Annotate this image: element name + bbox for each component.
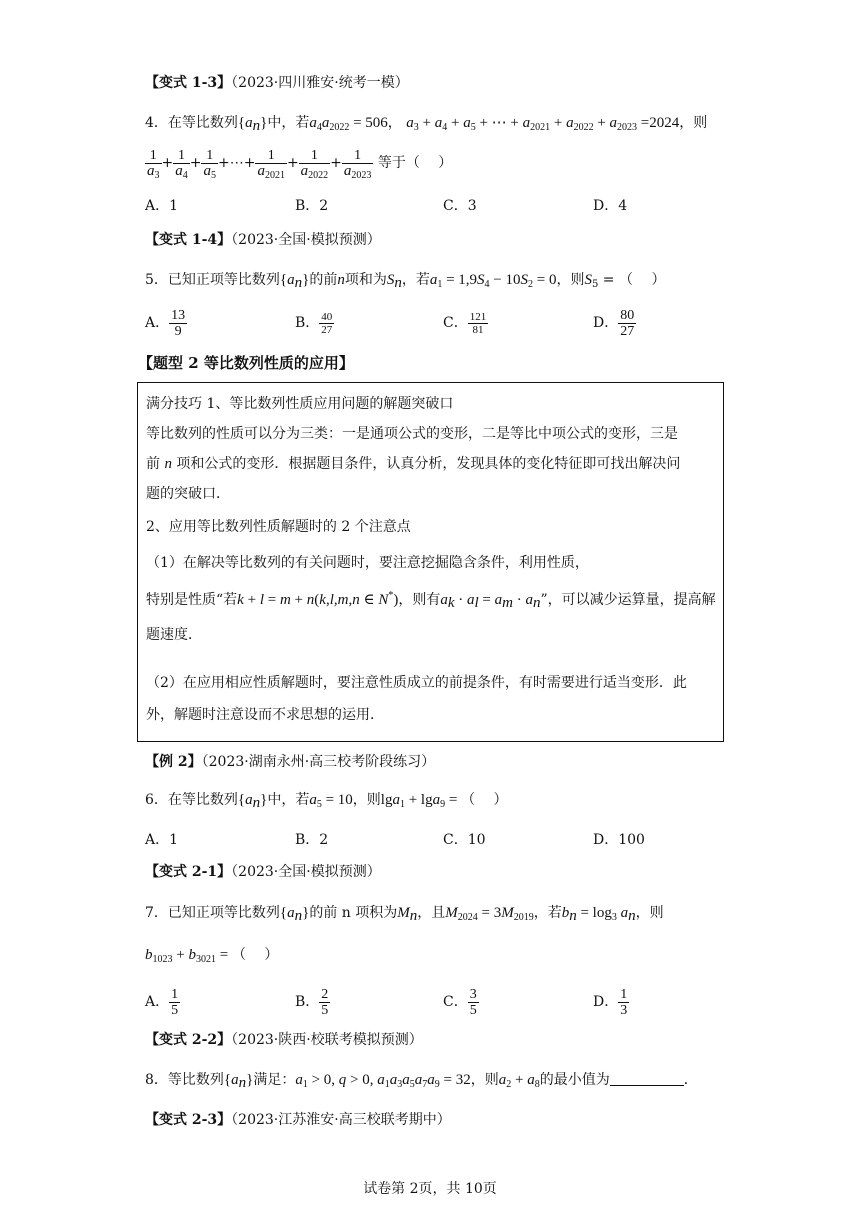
example-tag: 【例 2】 <box>145 754 202 770</box>
tips-line: 外，解题时注意设而不求思想的运用． <box>146 707 384 723</box>
q5-option-c[interactable] <box>443 306 488 340</box>
option-fraction: $\frac{3}{5}$ <box>469 986 477 1018</box>
q8-end: 的最小值为 <box>539 1072 610 1088</box>
q7-option-b[interactable] <box>295 985 330 1019</box>
q4-mid: 中，若 <box>267 115 310 131</box>
question-7-stem: 7．已知正项等比数列$\{a_n\}$的前 n 项积为$M_n$，且$M_{2024} = 3M_{2019}$，若$b_n = \log_3 a_n$，则 <box>145 905 664 924</box>
option-label: C． <box>443 994 468 1010</box>
example-source: （2023·湖南永州·高三校考阶段练习） <box>201 754 436 770</box>
tips-line: 2、应用等比数列性质解题时的 2 个注意点 <box>146 519 411 535</box>
option-label: C． <box>443 315 468 331</box>
tips-line: 特别是性质“若k + l = m + n(k,l,m,n ∈ N*)，则有$a_k \cdot a_l = a_m \cdot a_n$”，可以减少运算量，提高解 <box>146 590 716 611</box>
q4-option-a[interactable]: A．1 <box>145 198 179 214</box>
sequence-symbol: $\{a_n\}$ <box>279 272 310 291</box>
option-fraction: $\frac{40}{27}$ <box>321 310 333 336</box>
q4-option-b[interactable]: B．2 <box>295 198 329 214</box>
tips-line: 等比数列的性质可以分为三类：一是通项公式的变形，二是等比中项公式的变形，三是 <box>146 426 678 442</box>
sequence-symbol: $\{a_n\}$ <box>237 792 268 811</box>
question-4-stem: 4．在等比数列$\{a_n\}$中，若$a_4a_{2022} = 506$， $a_3 + a_4 + a_5$ + ⋯ + $a_{2021} + a_{2022} + a_{2023} =2024$，则 <box>145 115 708 134</box>
q5-mid: 的前 <box>309 272 338 288</box>
q5-option-d[interactable] <box>593 306 636 340</box>
tips-box <box>137 382 724 742</box>
tips-line: 题速度． <box>146 627 202 643</box>
q4-option-d[interactable]: D．4 <box>593 198 628 214</box>
sequence-symbol: $\{a_n\}$ <box>279 905 310 924</box>
q5-end: ，则 <box>556 272 585 288</box>
variant-tag: 【变式 2-2】 <box>145 1032 232 1048</box>
option-label: A． <box>145 315 170 331</box>
tips-line: （1）在解决等比数列的有关问题时，要注意挖掘隐含条件，利用性质， <box>146 555 589 571</box>
variant-tag: 【变式 2-1】 <box>145 864 232 880</box>
variant-source: （2023·全国·模拟预测） <box>231 864 381 880</box>
variant-source: （2023·江苏淮安·高三校联考期中） <box>231 1112 451 1128</box>
question-4-expression: $\frac{1}{a_3}$ + $\frac{1}{a_4}$ + $\frac{1}{a_5}$ +⋯+ $\frac{1}{a_{2021}}$ + $\frac{1}{a_{2022}}$ + $\frac{1}{a_{2023}}$ 等于（ ） <box>147 147 453 181</box>
option-fraction: $\frac{13}{9}$ <box>171 307 186 339</box>
variant-source: （2023·全国·模拟预测） <box>231 232 381 248</box>
section-heading: 【题型 2 等比数列性质的应用】 <box>138 354 354 372</box>
q4-condition-1: $a_4a_{2022} = 506$ <box>309 115 388 133</box>
frac: $\frac{1}{a_4}$ <box>175 147 188 181</box>
q5-condition: $a_1 = 1,9S_4 - 10S_2 = 0$ <box>429 272 557 290</box>
option-label: B． <box>295 994 320 1010</box>
frac: $\frac{1}{a_5}$ <box>203 147 216 181</box>
q5-tail: （ ） <box>619 272 666 288</box>
option-fraction: $\frac{1}{3}$ <box>620 986 628 1018</box>
option-fraction: $\frac{1}{5}$ <box>171 986 179 1018</box>
q4-condition-2: $a_3 + a_4 + a_5$ + ⋯ + $a_{2021} + a_{2022} + a_{2023} =2024$ <box>406 115 680 133</box>
q4-option-c[interactable]: C．3 <box>443 198 477 214</box>
q6-option-d[interactable]: D．100 <box>593 832 645 848</box>
option-label: A． <box>145 994 170 1010</box>
q6-mid2: ，则 <box>352 792 381 808</box>
variant-2-2-header <box>145 1030 423 1050</box>
q7-mid2: ，且 <box>417 905 446 921</box>
option-label: D． <box>593 315 619 331</box>
q7-end: ，则 <box>635 905 664 921</box>
q7-option-d[interactable] <box>593 985 629 1019</box>
q6-option-b[interactable]: B．2 <box>295 832 329 848</box>
question-7-expression: $b_{1023} + b_{3021}$ = （ ） <box>145 947 279 965</box>
q4-end: ，则 <box>679 115 708 131</box>
tips-line: 前 n 项和公式的变形．根据题目条件，认真分析，发现具体的变化特征即可找出解决问 <box>146 456 681 472</box>
variant-2-3-header <box>145 1110 451 1130</box>
frac: $\frac{1}{a_{2023}}$ <box>343 147 372 181</box>
variant-tag: 【变式 2-3】 <box>145 1112 232 1128</box>
q5-option-a[interactable] <box>145 306 187 340</box>
q8-tail: ． <box>683 1072 698 1088</box>
q6-tail: （ ） <box>461 792 508 808</box>
variant-2-1-header <box>145 862 381 882</box>
frac: $\frac{1}{a_{2022}}$ <box>300 147 329 181</box>
option-label: D． <box>593 994 619 1010</box>
q7-mid: 的前 n 项积为 <box>309 905 398 921</box>
option-label: B． <box>295 315 320 331</box>
q7-prefix: 7．已知正项等比数列 <box>145 905 280 921</box>
q7-option-a[interactable] <box>145 985 180 1019</box>
q6-option-c[interactable]: C．10 <box>443 832 486 848</box>
option-fraction: $\frac{80}{27}$ <box>620 307 635 339</box>
q4-prefix: 4．在等比数列 <box>145 115 238 131</box>
q7-tail: （ ） <box>231 947 279 963</box>
example-2-header <box>145 752 435 772</box>
q7-option-c[interactable] <box>443 985 479 1019</box>
q4-tail: 等于（ ） <box>377 155 453 171</box>
frac: $\frac{1}{a_3}$ <box>147 147 160 181</box>
q5-mid3: ，若 <box>401 272 430 288</box>
q7-mid3: ，若 <box>533 905 562 921</box>
q6-mid: 中，若 <box>267 792 310 808</box>
tips-line: （2）在应用相应性质解题时，要注意性质成立的前提条件，有时需要进行适当变形．此 <box>146 675 687 691</box>
q5-prefix: 5．已知正项等比数列 <box>145 272 280 288</box>
question-8-stem: 8．等比数列$\{a_n\}$满足：$a_1 > 0$, q > 0, $a_1a_3a_5a_7a_9 = 32$，则$a_2 + a_8$的最小值为 ． <box>145 1072 698 1091</box>
option-fraction: $\frac{2}{5}$ <box>321 986 329 1018</box>
q5-mid2: 项和为 <box>344 272 387 288</box>
question-6-stem: 6．在等比数列$\{a_n\}$中，若$a_5 = 10$，则lga$_1$ + lga$_9$ = （ ） <box>145 792 508 811</box>
tips-line: 满分技巧 1、等比数列性质应用问题的解题突破口 <box>146 396 454 412</box>
variant-tag: 【变式 1-4】 <box>145 232 232 248</box>
variant-1-3-header <box>145 73 409 93</box>
variant-source: （2023·四川雅安·统考一模） <box>231 75 409 91</box>
tips-line: 题的突破口． <box>146 486 230 502</box>
frac: $\frac{1}{a_{2021}}$ <box>257 147 285 181</box>
variant-1-4-header <box>145 230 381 250</box>
q6-option-a[interactable]: A．1 <box>145 832 179 848</box>
variant-tag: 【变式 1-3】 <box>145 75 232 91</box>
q8-prefix: 8．等比数列 <box>145 1072 224 1088</box>
option-fraction: $\frac{121}{81}$ <box>469 310 487 336</box>
answer-blank[interactable] <box>610 1071 684 1086</box>
sequence-symbol: $\{a_n\}$ <box>237 115 268 134</box>
q8-mid2: ，则 <box>470 1072 499 1088</box>
q5-option-b[interactable] <box>295 306 334 340</box>
question-5-stem: 5．已知正项等比数列$\{a_n\}$的前n项和为$S_n$，若$a_1 = 1,9S_4 - 10S_2 = 0$，则$S_5$ = （ ） <box>145 272 666 291</box>
q6-prefix: 6．在等比数列 <box>145 792 238 808</box>
sequence-symbol: $\{a_n\}$ <box>223 1072 254 1091</box>
q8-mid: 满足： <box>253 1072 296 1088</box>
variant-source: （2023·陕西·校联考模拟预测） <box>231 1032 423 1048</box>
page-footer: 试卷第 2页，共 10页 <box>363 1181 497 1197</box>
